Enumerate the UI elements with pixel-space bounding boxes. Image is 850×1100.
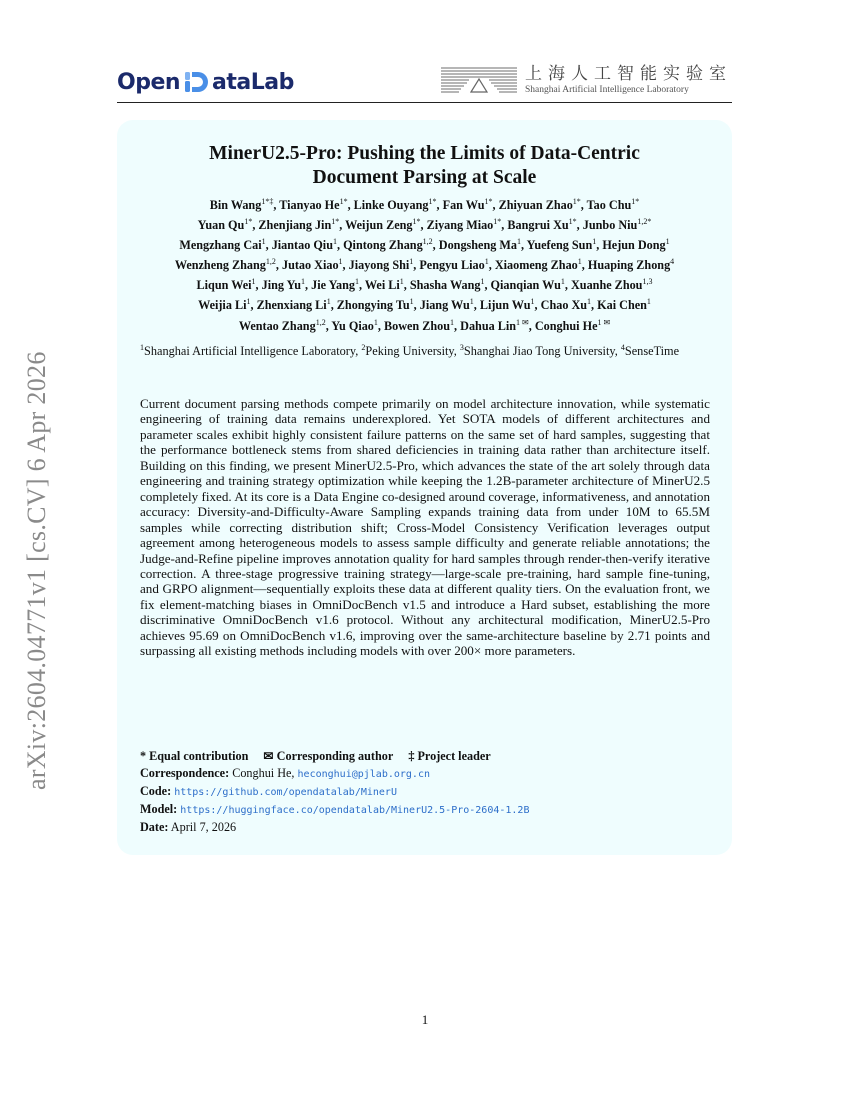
author-name: Huaping Zhong$^4$	[587, 257, 675, 273]
author-affiliation-mark: 1*	[484, 196, 493, 206]
correspondence-label: Correspondence:	[140, 766, 230, 780]
author-affiliation-mark: 1	[587, 297, 592, 307]
logo-text-atalab: ataLab	[212, 69, 294, 95]
author-affiliation-mark: 1	[577, 257, 582, 267]
correspondence-name: Conghui He,	[232, 766, 295, 780]
author-affiliation-mark: 1 ✉	[516, 317, 529, 327]
author-affiliation-mark: 1	[373, 317, 378, 327]
author-name: Linke Ouyang$^{1*}$	[353, 196, 437, 212]
author-name: Weijia Li$^1$	[198, 297, 251, 313]
author-name: Yu Qiao$^1$	[331, 317, 378, 333]
author-name: Chao Xu$^1$	[540, 297, 592, 313]
author-name: Jie Yang$^1$	[311, 277, 360, 293]
author-affiliation-mark: 1,3	[642, 277, 653, 287]
author-name: Zhenjiang Jin$^{1*}$	[258, 217, 340, 233]
author-name: Pengyu Liao$^1$	[419, 257, 489, 273]
affiliation: $^1$Shanghai Artificial Intelligence Laboratory	[140, 342, 356, 358]
lab-name-english: Shanghai Artificial Intelligence Laboratory	[525, 85, 689, 95]
opendatalab-d-icon	[184, 69, 210, 95]
opendatalab-logo	[117, 66, 294, 98]
author-name: Tianyao $He^{1*}$	[279, 196, 348, 212]
author-affiliation-mark: 1	[469, 297, 474, 307]
author-affiliation-mark: 1	[530, 297, 535, 307]
author-affiliation-mark: 1 ✉	[597, 317, 611, 327]
code-row	[140, 783, 715, 801]
author-name: Bowen Zhou$^1$	[384, 317, 455, 333]
affiliation: $^2$Peking University	[361, 342, 454, 358]
header-divider	[117, 102, 732, 103]
author-line: Yuan $Qu^{1*}$, Zhenjiang Jin$^{1*}$, Weijun Zeng$^{1*}$, Ziyang Miao$^{1*}$, Bangrui $Xu^{1*}$, Junbo Niu$^{1,2*}$	[197, 217, 652, 233]
affiliations: $^1$Shanghai Artificial Intelligence Laboratory, $^2$Peking University, $^3$Shanghai Jiao Tong University, $^4$SenseTime	[140, 342, 680, 358]
author-affiliation-mark: 1	[332, 237, 337, 247]
author-affiliation-mark: 1*	[412, 217, 421, 227]
author-name: Dahua Lin$^{1 ✉}$	[460, 317, 529, 333]
affiliation: $^3$Shanghai Jiao Tong University	[459, 342, 615, 358]
author-name: Mengzhang Cai$^1$	[179, 237, 266, 253]
author-name: Xiaomeng Zhao$^1$	[494, 257, 582, 273]
author-affiliation-mark: 1*	[244, 217, 253, 227]
author-affiliation-mark: 1	[246, 297, 251, 307]
author-affiliation-mark: 1	[399, 277, 404, 287]
title-abstract-panel	[117, 120, 732, 855]
author-affiliation-mark: 1*	[572, 196, 581, 206]
author-name: Dongsheng Ma$^1$	[438, 237, 521, 253]
author-name: Yuefeng Sun$^1$	[526, 237, 597, 253]
author-name: Jiang Wu$^1$	[419, 297, 474, 313]
author-name: Hejun Dong$^1$	[602, 237, 670, 253]
author-affiliation-mark: 1	[480, 277, 485, 287]
author-affiliation-mark: 1	[326, 297, 331, 307]
author-name: Fan $Wu^{1*}$	[442, 196, 493, 212]
author-name: Wentao Zhang$^{1,2}$	[238, 317, 326, 333]
author-line: Liqun Wei$^1$, Jing Yu$^1$, Jie Yang$^1$, Wei Li$^1$, Shasha Wang$^1$, Qianqian Wu$^1$, Xuanhe Zhou$^{1,3}$	[196, 277, 653, 293]
corresponding-author-note: ✉ Corresponding author	[263, 749, 394, 763]
author-affiliation-mark: 1*	[428, 196, 437, 206]
date-label: Date:	[140, 820, 169, 834]
author-name: Jutao Xiao$^1$	[282, 257, 343, 273]
paper-metadata	[140, 748, 715, 836]
author-affiliation-mark: 1	[409, 257, 414, 267]
author-affiliation-mark: 1*	[568, 217, 577, 227]
author-affiliation-mark: 1,2	[265, 257, 276, 267]
project-leader-note: ‡ Project leader	[408, 749, 491, 763]
author-name: Kai Chen$^1$	[597, 297, 651, 313]
abstract-text: Current document parsing methods compete primarily on model architecture innovation, while systematic engineering of training data remains underexplored. Yet SOTA models of different architectures and parameter scales exhibit highly consistent failure patterns on the same set of hard samples, suggesting that the performance bottleneck stems from shared deficiencies in training data rather than architecture itself. Building on this finding, we present MinerU2.5-Pro, which advances the state of the art solely through data engineering and training strategy optimization while keeping the 1.2B-parameter architecture of MinerU2.5 completely fixed. At its core is a Data Engine co-designed around coverage, informativeness, and annotation accuracy: Diversity-and-Difficulty-Aware Sampling expands training data from under 10M to 65.5M samples while correcting distribution shift; Cross-Model Consistency Verification leverages output agreement among heterogeneous models to assess sample difficulty and generate reliable annotations; the Judge-and-Refine pipeline improves annotation quality for hard samples through render-then-verify iterative correction. A three-stage progressive training strategy—large-scale pre-training, hard sample fine-tuning, and GRPO alignment—sequentially exploits these data at different quality tiers. On the evaluation front, we fix element-matching biases in OmniDocBench v1.5 and introduce a Hard subset, establishing the more discriminative OmniDocBench v1.6 protocol. Without any architectural modification, MinerU2.5-Pro achieves 95.69 on OmniDocBench v1.6, improving over the same-architecture baseline by 2.71 points and surpassing all existing methods including models with over 200× more parameters.	[140, 396, 710, 659]
author-affiliation-mark: 1	[251, 277, 256, 287]
author-name: Conghui $He^{1 ✉}$	[534, 317, 611, 333]
author-affiliation-mark: 1	[646, 297, 651, 307]
author-name: Wenzheng Zhang$^{1,2}$	[174, 257, 276, 273]
contribution-legend	[140, 748, 715, 765]
author-line: Mengzhang Cai$^1$, Jiantao Qiu$^1$, Qintong Zhang$^{1,2}$, Dongsheng Ma$^1$, Yuefeng Sun$^1$, Hejun Dong$^1$	[179, 237, 670, 253]
author-name: Weijun Zeng$^{1*}$	[345, 217, 421, 233]
page-header	[117, 62, 732, 102]
model-row	[140, 801, 715, 819]
author-name: Liqun Wei$^1$	[196, 277, 256, 293]
date-row	[140, 819, 715, 836]
arxiv-identifier: arXiv:2604.04771v1 [cs.CV] 6 Apr 2026	[22, 351, 51, 790]
author-affiliation-mark: 1	[516, 237, 521, 247]
author-name: Wei Li$^1$	[364, 277, 404, 293]
author-name: Qintong Zhang$^{1,2}$	[343, 237, 433, 253]
page-number: 1	[421, 1012, 429, 1027]
title-line-2: Document Parsing at Scale	[312, 167, 537, 188]
author-affiliation-mark: 4	[670, 257, 675, 267]
correspondence-row	[140, 765, 715, 783]
author-affiliation-mark: 1*	[631, 196, 640, 206]
author-name: Junbo Niu$^{1,2*}$	[582, 217, 652, 233]
author-name: Jiantao Qiu$^1$	[271, 237, 337, 253]
author-affiliation-mark: 1	[261, 237, 266, 247]
shanghai-ai-lab-emblem-icon	[439, 65, 519, 95]
author-name: Zhiyuan Zhao$^{1*}$	[498, 196, 581, 212]
author-line: Wentao Zhang$^{1,2}$, Yu Qiao$^1$, Bowen Zhou$^1$, Dahua Lin$^{1 ✉}$, Conghui $He^{1 ✉}$	[238, 317, 611, 333]
author-affiliation-mark: 1*	[331, 217, 340, 227]
author-name: Zhongying Tu$^1$	[336, 297, 414, 313]
date-value: April 7, 2026	[170, 820, 237, 834]
code-link[interactable]: https://github.com/opendatalab/MinerU	[174, 787, 397, 798]
author-affiliation-mark: 1	[409, 297, 414, 307]
affiliation: $^4$SenseTime	[620, 342, 680, 358]
title-line-1: MinerU2.5-Pro: Pushing the Limits of Data-Centric	[209, 143, 640, 164]
author-affiliation-mark: 1,2	[422, 237, 433, 247]
model-label: Model:	[140, 802, 178, 816]
author-affiliation-mark: 1	[592, 237, 597, 247]
author-affiliation-mark: 1*	[493, 217, 502, 227]
paper-title	[117, 142, 732, 190]
code-label: Code:	[140, 784, 172, 798]
author-line: Bin Wang$^{1*\ddagger}$, Tianyao $He^{1*}$, Linke Ouyang$^{1*}$, Fan $Wu^{1*}$, Zhiyuan Zhao$^{1*}$, Tao Chu$^{1*}$	[209, 196, 640, 212]
author-name: Ziyang Miao$^{1*}$	[426, 217, 502, 233]
author-line: Weijia Li$^1$, Zhenxiang Li$^1$, Zhongying Tu$^1$, Jiang Wu$^1$, Lijun Wu$^1$, Chao Xu$^1$, Kai Chen$^1$	[198, 297, 651, 313]
logo-text-open: Open	[117, 69, 181, 95]
author-affiliation-mark: 1	[355, 277, 360, 287]
author-name: Bin Wang$^{1*\ddagger}$	[209, 196, 274, 212]
author-name: Xuanhe Zhou$^{1,3}$	[571, 277, 653, 293]
equal-contribution-note: * Equal contribution	[140, 749, 249, 763]
author-name: Zhenxiang Li$^1$	[256, 297, 331, 313]
author-affiliation-mark: 1*‡	[261, 196, 274, 206]
author-name: Shasha Wang$^1$	[409, 277, 485, 293]
author-affiliation-mark: 1,2	[315, 317, 326, 327]
author-name: Tao Chu$^{1*}$	[586, 196, 640, 212]
author-affiliation-mark: 1	[450, 317, 455, 327]
lab-name-chinese: 上海人工智能实验室	[525, 64, 732, 84]
author-affiliation-mark: 1,2*	[637, 217, 652, 227]
author-affiliation-mark: 1	[338, 257, 343, 267]
author-name: Bangrui $Xu^{1*}$	[507, 217, 577, 233]
author-affiliation-mark: 1	[665, 237, 670, 247]
author-affiliation-mark: 1*	[339, 196, 348, 206]
author-name: Jing Yu$^1$	[261, 277, 306, 293]
author-affiliation-mark: 1	[560, 277, 565, 287]
author-name: Lijun Wu$^1$	[479, 297, 535, 313]
author-affiliation-mark: 1	[484, 257, 489, 267]
author-list	[117, 195, 732, 336]
correspondence-email-link[interactable]: heconghui@pjlab.org.cn	[297, 769, 430, 780]
author-name: Jiayong Shi$^1$	[348, 257, 414, 273]
author-name: Yuan $Qu^{1*}$	[197, 217, 253, 233]
shanghai-ai-lab-logo	[439, 64, 732, 96]
model-link[interactable]: https://huggingface.co/opendatalab/MinerU2.5-Pro-2604-1.2B	[180, 805, 530, 816]
author-line: Wenzheng Zhang$^{1,2}$, Jutao Xiao$^1$, Jiayong Shi$^1$, Pengyu Liao$^1$, Xiaomeng Zhao$^1$, Huaping Zhong$^4$	[174, 257, 675, 273]
author-affiliation-mark: 1	[301, 277, 306, 287]
author-name: Qianqian Wu$^1$	[490, 277, 565, 293]
